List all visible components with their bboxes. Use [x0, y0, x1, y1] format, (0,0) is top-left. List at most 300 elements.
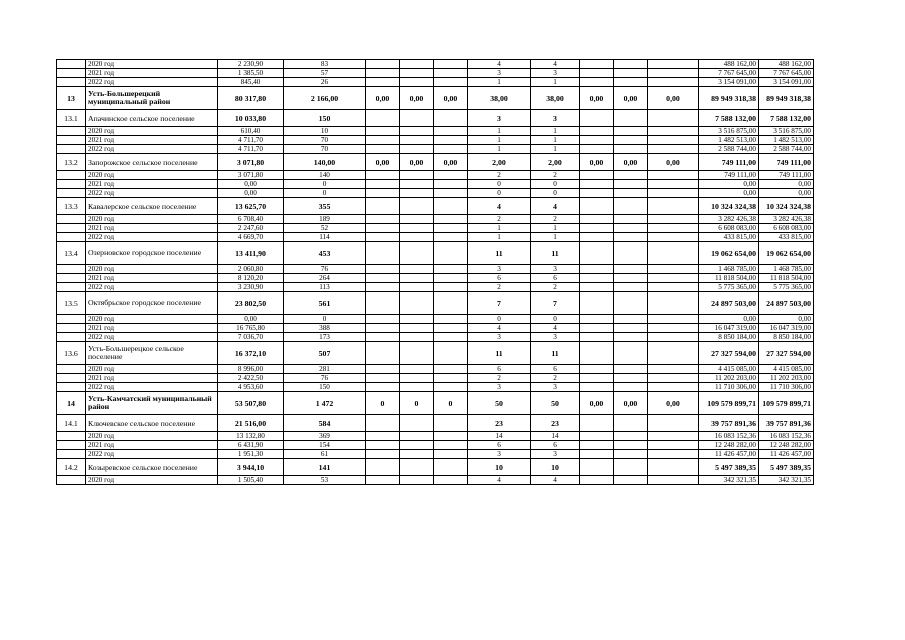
cell-v5	[434, 224, 468, 233]
cell-v3	[366, 333, 400, 342]
cell-v11: 11 202 203,00	[699, 374, 759, 383]
cell-v3	[366, 283, 400, 292]
cell-v9	[614, 415, 648, 432]
cell-v1: 2 060,80	[218, 265, 284, 274]
cell-name: 2022 год	[86, 233, 218, 242]
cell-v1: 4 953,60	[218, 383, 284, 392]
cell-v6: 10	[468, 459, 531, 476]
cell-v5	[434, 265, 468, 274]
table-row	[57, 324, 814, 333]
cell-v3	[366, 450, 400, 459]
cell-v5: 0	[434, 392, 468, 415]
cell-v4	[400, 315, 434, 324]
cell-num	[57, 171, 86, 180]
cell-v12: 433 815,00	[759, 233, 814, 242]
cell-v3	[366, 171, 400, 180]
cell-v8	[580, 60, 614, 69]
cell-v3: 0,00	[366, 87, 400, 110]
cell-v2: 561	[284, 292, 366, 315]
cell-v6: 4	[468, 60, 531, 69]
cell-v11: 16 083 152,36	[699, 432, 759, 441]
cell-v2: 140	[284, 171, 366, 180]
cell-v10	[648, 60, 699, 69]
cell-v6: 7	[468, 292, 531, 315]
cell-name: 2020 год	[86, 476, 218, 485]
cell-v7: 4	[531, 60, 580, 69]
cell-name: 2021 год	[86, 224, 218, 233]
cell-v10	[648, 69, 699, 78]
cell-v6: 1	[468, 127, 531, 136]
cell-v12: 10 324 324,38	[759, 198, 814, 215]
cell-name: Озерновское городское поселение	[86, 242, 218, 265]
cell-v9	[614, 110, 648, 127]
cell-name: 2021 год	[86, 136, 218, 145]
cell-v12: 11 426 457,00	[759, 450, 814, 459]
cell-v6: 3	[468, 110, 531, 127]
cell-v11: 3 154 091,00	[699, 78, 759, 87]
cell-v11: 433 815,00	[699, 233, 759, 242]
cell-num	[57, 233, 86, 242]
cell-v7: 0	[531, 189, 580, 198]
cell-v7: 23	[531, 415, 580, 432]
cell-v2: 53	[284, 476, 366, 485]
cell-v7: 1	[531, 136, 580, 145]
table-row	[57, 415, 814, 432]
cell-v12: 749 111,00	[759, 154, 814, 171]
cell-v7: 10	[531, 459, 580, 476]
cell-v10	[648, 171, 699, 180]
cell-v1: 7 036,70	[218, 333, 284, 342]
cell-v10	[648, 415, 699, 432]
cell-v11: 11 710 306,00	[699, 383, 759, 392]
cell-v9	[614, 459, 648, 476]
cell-v8	[580, 171, 614, 180]
cell-v11: 3 516 875,00	[699, 127, 759, 136]
cell-v6: 3	[468, 450, 531, 459]
cell-name: Ключевское сельское поселение	[86, 415, 218, 432]
cell-v2: 0	[284, 315, 366, 324]
cell-v6: 2	[468, 215, 531, 224]
cell-v12: 3 154 091,00	[759, 78, 814, 87]
cell-v5	[434, 383, 468, 392]
cell-name: 2022 год	[86, 333, 218, 342]
cell-v11: 7 588 132,00	[699, 110, 759, 127]
cell-v6: 11	[468, 242, 531, 265]
cell-v8	[580, 450, 614, 459]
cell-v1: 8 996,00	[218, 365, 284, 374]
cell-v9	[614, 274, 648, 283]
cell-v10	[648, 78, 699, 87]
cell-v9	[614, 233, 648, 242]
cell-name: 2020 год	[86, 432, 218, 441]
cell-v12: 109 579 899,71	[759, 392, 814, 415]
cell-name: Усть-Камчатский муниципальный район	[86, 392, 218, 415]
cell-num: 14	[57, 392, 86, 415]
cell-v2: 150	[284, 383, 366, 392]
cell-v5	[434, 333, 468, 342]
cell-v2: 281	[284, 365, 366, 374]
cell-v9	[614, 242, 648, 265]
cell-v4	[400, 450, 434, 459]
cell-v7: 1	[531, 127, 580, 136]
cell-v7: 2	[531, 171, 580, 180]
cell-v10	[648, 324, 699, 333]
cell-v7: 4	[531, 324, 580, 333]
cell-v1: 3 944,10	[218, 459, 284, 476]
cell-v8	[580, 127, 614, 136]
cell-v1: 4 669,70	[218, 233, 284, 242]
cell-v6: 2	[468, 283, 531, 292]
cell-v3	[366, 432, 400, 441]
cell-v7: 11	[531, 342, 580, 365]
cell-v5	[434, 342, 468, 365]
cell-v3	[366, 145, 400, 154]
table-row	[57, 224, 814, 233]
cell-v4	[400, 215, 434, 224]
cell-v2: 453	[284, 242, 366, 265]
cell-num: 13.2	[57, 154, 86, 171]
cell-num	[57, 60, 86, 69]
cell-name: Усть-Большерецкое сельское поселение	[86, 342, 218, 365]
cell-v5	[434, 233, 468, 242]
cell-num	[57, 450, 86, 459]
cell-v1: 0,00	[218, 180, 284, 189]
cell-v9	[614, 127, 648, 136]
cell-v5	[434, 127, 468, 136]
cell-num	[57, 136, 86, 145]
cell-v9: 0,00	[614, 87, 648, 110]
cell-v12: 19 062 654,00	[759, 242, 814, 265]
cell-v1: 13 625,70	[218, 198, 284, 215]
cell-v3	[366, 233, 400, 242]
cell-v8	[580, 315, 614, 324]
cell-num: 13.3	[57, 198, 86, 215]
cell-v10	[648, 476, 699, 485]
table-row	[57, 315, 814, 324]
cell-v7: 6	[531, 365, 580, 374]
cell-v7: 1	[531, 224, 580, 233]
cell-num	[57, 476, 86, 485]
table-row	[57, 265, 814, 274]
cell-v7: 3	[531, 333, 580, 342]
cell-v1: 3 071,80	[218, 171, 284, 180]
cell-v5	[434, 198, 468, 215]
cell-v6: 4	[468, 476, 531, 485]
cell-v11: 749 111,00	[699, 154, 759, 171]
cell-v12: 7 767 645,00	[759, 69, 814, 78]
cell-name: Октябрьское городское поселение	[86, 292, 218, 315]
cell-v12: 1 482 513,00	[759, 136, 814, 145]
cell-v7: 6	[531, 274, 580, 283]
table-row	[57, 392, 814, 415]
cell-v3	[366, 365, 400, 374]
cell-v1: 4 711,70	[218, 145, 284, 154]
cell-v1: 845,40	[218, 78, 284, 87]
cell-v9	[614, 265, 648, 274]
cell-v7: 3	[531, 110, 580, 127]
cell-v6: 2,00	[468, 154, 531, 171]
cell-v6: 3	[468, 265, 531, 274]
cell-v1: 0,00	[218, 315, 284, 324]
cell-num: 13.1	[57, 110, 86, 127]
cell-v9	[614, 145, 648, 154]
cell-v11: 3 282 426,38	[699, 215, 759, 224]
cell-v7: 3	[531, 450, 580, 459]
cell-v1: 1 385,50	[218, 69, 284, 78]
cell-v9	[614, 315, 648, 324]
cell-v8	[580, 274, 614, 283]
cell-v10	[648, 283, 699, 292]
cell-v6: 23	[468, 415, 531, 432]
cell-v12: 11 202 203,00	[759, 374, 814, 383]
cell-v1: 2 230,90	[218, 60, 284, 69]
cell-v11: 11 818 504,00	[699, 274, 759, 283]
cell-v9	[614, 283, 648, 292]
cell-v1: 6 431,90	[218, 441, 284, 450]
cell-v6: 3	[468, 383, 531, 392]
cell-v4	[400, 432, 434, 441]
cell-v10	[648, 450, 699, 459]
cell-v11: 10 324 324,38	[699, 198, 759, 215]
cell-num	[57, 333, 86, 342]
cell-v7: 14	[531, 432, 580, 441]
cell-v1: 2 247,60	[218, 224, 284, 233]
cell-v10	[648, 292, 699, 315]
cell-name: Запорожское сельское поселение	[86, 154, 218, 171]
cell-v3	[366, 476, 400, 485]
cell-v12: 11 818 504,00	[759, 274, 814, 283]
cell-v2: 507	[284, 342, 366, 365]
cell-name: 2020 год	[86, 60, 218, 69]
cell-v7: 0	[531, 180, 580, 189]
cell-v12: 11 710 306,00	[759, 383, 814, 392]
table-row	[57, 450, 814, 459]
cell-v10	[648, 274, 699, 283]
cell-v7: 2	[531, 283, 580, 292]
table-row	[57, 274, 814, 283]
cell-v2: 70	[284, 136, 366, 145]
cell-v5	[434, 283, 468, 292]
table-row	[57, 441, 814, 450]
cell-name: 2022 год	[86, 78, 218, 87]
cell-v12: 0,00	[759, 189, 814, 198]
cell-v6: 3	[468, 69, 531, 78]
cell-v8	[580, 242, 614, 265]
cell-v5	[434, 274, 468, 283]
cell-v2: 140,00	[284, 154, 366, 171]
cell-name: Апачинское сельское поселение	[86, 110, 218, 127]
cell-v1: 10 033,80	[218, 110, 284, 127]
cell-v8	[580, 283, 614, 292]
cell-num	[57, 189, 86, 198]
cell-v3	[366, 136, 400, 145]
cell-v12: 2 588 744,00	[759, 145, 814, 154]
cell-v5	[434, 432, 468, 441]
cell-v7: 1	[531, 145, 580, 154]
cell-v1: 16 765,80	[218, 324, 284, 333]
cell-name: 2021 год	[86, 180, 218, 189]
cell-v2: 76	[284, 374, 366, 383]
cell-v11: 27 327 594,00	[699, 342, 759, 365]
cell-v4	[400, 242, 434, 265]
cell-v6: 1	[468, 78, 531, 87]
cell-v12: 12 248 282,00	[759, 441, 814, 450]
cell-num	[57, 374, 86, 383]
cell-v6: 1	[468, 145, 531, 154]
cell-num	[57, 432, 86, 441]
cell-v8: 0,00	[580, 87, 614, 110]
table-row	[57, 69, 814, 78]
cell-v3	[366, 292, 400, 315]
cell-v10	[648, 224, 699, 233]
cell-v8	[580, 324, 614, 333]
cell-v10	[648, 432, 699, 441]
cell-v5	[434, 450, 468, 459]
cell-v8	[580, 432, 614, 441]
cell-v11: 6 608 083,00	[699, 224, 759, 233]
cell-v10	[648, 136, 699, 145]
cell-name: 2020 год	[86, 171, 218, 180]
cell-v11: 19 062 654,00	[699, 242, 759, 265]
table-row	[57, 110, 814, 127]
table-row	[57, 136, 814, 145]
cell-v1: 16 372,10	[218, 342, 284, 365]
cell-v7: 7	[531, 292, 580, 315]
cell-v9	[614, 476, 648, 485]
cell-v2: 26	[284, 78, 366, 87]
cell-v4: 0,00	[400, 87, 434, 110]
cell-v5	[434, 415, 468, 432]
cell-v4	[400, 180, 434, 189]
cell-v11: 16 047 319,00	[699, 324, 759, 333]
cell-num	[57, 324, 86, 333]
cell-v4	[400, 283, 434, 292]
cell-v10	[648, 265, 699, 274]
cell-v9	[614, 342, 648, 365]
cell-v4	[400, 127, 434, 136]
cell-v4	[400, 198, 434, 215]
cell-v5	[434, 189, 468, 198]
cell-v12: 27 327 594,00	[759, 342, 814, 365]
cell-v3	[366, 383, 400, 392]
cell-v8	[580, 415, 614, 432]
cell-v6: 50	[468, 392, 531, 415]
cell-v1: 4 711,70	[218, 136, 284, 145]
cell-v11: 8 850 184,00	[699, 333, 759, 342]
cell-v9	[614, 383, 648, 392]
cell-v10	[648, 127, 699, 136]
cell-v1: 23 802,50	[218, 292, 284, 315]
cell-v10	[648, 365, 699, 374]
cell-v4	[400, 78, 434, 87]
cell-name: 2021 год	[86, 374, 218, 383]
cell-v7: 2	[531, 374, 580, 383]
cell-num	[57, 78, 86, 87]
cell-v11: 2 588 744,00	[699, 145, 759, 154]
cell-v2: 0	[284, 180, 366, 189]
table-row	[57, 333, 814, 342]
cell-v10	[648, 189, 699, 198]
table-row	[57, 374, 814, 383]
table-row	[57, 383, 814, 392]
cell-name: 2022 год	[86, 189, 218, 198]
cell-v8	[580, 136, 614, 145]
cell-v5	[434, 110, 468, 127]
cell-v5	[434, 215, 468, 224]
cell-v7: 11	[531, 242, 580, 265]
cell-v2: 2 166,00	[284, 87, 366, 110]
cell-v9	[614, 432, 648, 441]
cell-v1: 13 132,80	[218, 432, 284, 441]
cell-num	[57, 274, 86, 283]
cell-v9	[614, 365, 648, 374]
cell-v2: 154	[284, 441, 366, 450]
cell-v3	[366, 265, 400, 274]
cell-v3	[366, 127, 400, 136]
cell-num	[57, 265, 86, 274]
cell-num	[57, 441, 86, 450]
cell-num	[57, 69, 86, 78]
table-row	[57, 198, 814, 215]
cell-v6: 0	[468, 315, 531, 324]
cell-v9	[614, 180, 648, 189]
cell-num	[57, 224, 86, 233]
cell-v9	[614, 78, 648, 87]
cell-name: 2021 год	[86, 324, 218, 333]
cell-v11: 1 482 513,00	[699, 136, 759, 145]
cell-v9: 0,00	[614, 392, 648, 415]
cell-v5	[434, 171, 468, 180]
table-row	[57, 180, 814, 189]
cell-num	[57, 383, 86, 392]
cell-v10	[648, 374, 699, 383]
cell-v2: 61	[284, 450, 366, 459]
cell-v11: 4 415 085,00	[699, 365, 759, 374]
cell-v10	[648, 342, 699, 365]
cell-v10	[648, 315, 699, 324]
cell-v7: 3	[531, 265, 580, 274]
cell-v8	[580, 215, 614, 224]
cell-v4	[400, 476, 434, 485]
cell-v12: 7 588 132,00	[759, 110, 814, 127]
table-row	[57, 476, 814, 485]
cell-v11: 24 897 503,00	[699, 292, 759, 315]
cell-num: 14.1	[57, 415, 86, 432]
cell-v1: 1 951,30	[218, 450, 284, 459]
cell-v4: 0,00	[400, 154, 434, 171]
cell-v3: 0,00	[366, 154, 400, 171]
cell-v4	[400, 189, 434, 198]
cell-v12: 16 083 152,36	[759, 432, 814, 441]
cell-name: 2021 год	[86, 441, 218, 450]
cell-v12: 39 757 891,36	[759, 415, 814, 432]
cell-v3	[366, 60, 400, 69]
cell-name: 2022 год	[86, 383, 218, 392]
data-table	[56, 59, 814, 485]
cell-v4	[400, 459, 434, 476]
cell-v5	[434, 365, 468, 374]
cell-v9	[614, 136, 648, 145]
table-row	[57, 283, 814, 292]
cell-v9	[614, 198, 648, 215]
cell-v11: 488 162,00	[699, 60, 759, 69]
cell-v1: 3 230,90	[218, 283, 284, 292]
cell-v2: 388	[284, 324, 366, 333]
cell-v8	[580, 180, 614, 189]
cell-v4	[400, 292, 434, 315]
cell-v6: 14	[468, 432, 531, 441]
cell-v4	[400, 324, 434, 333]
